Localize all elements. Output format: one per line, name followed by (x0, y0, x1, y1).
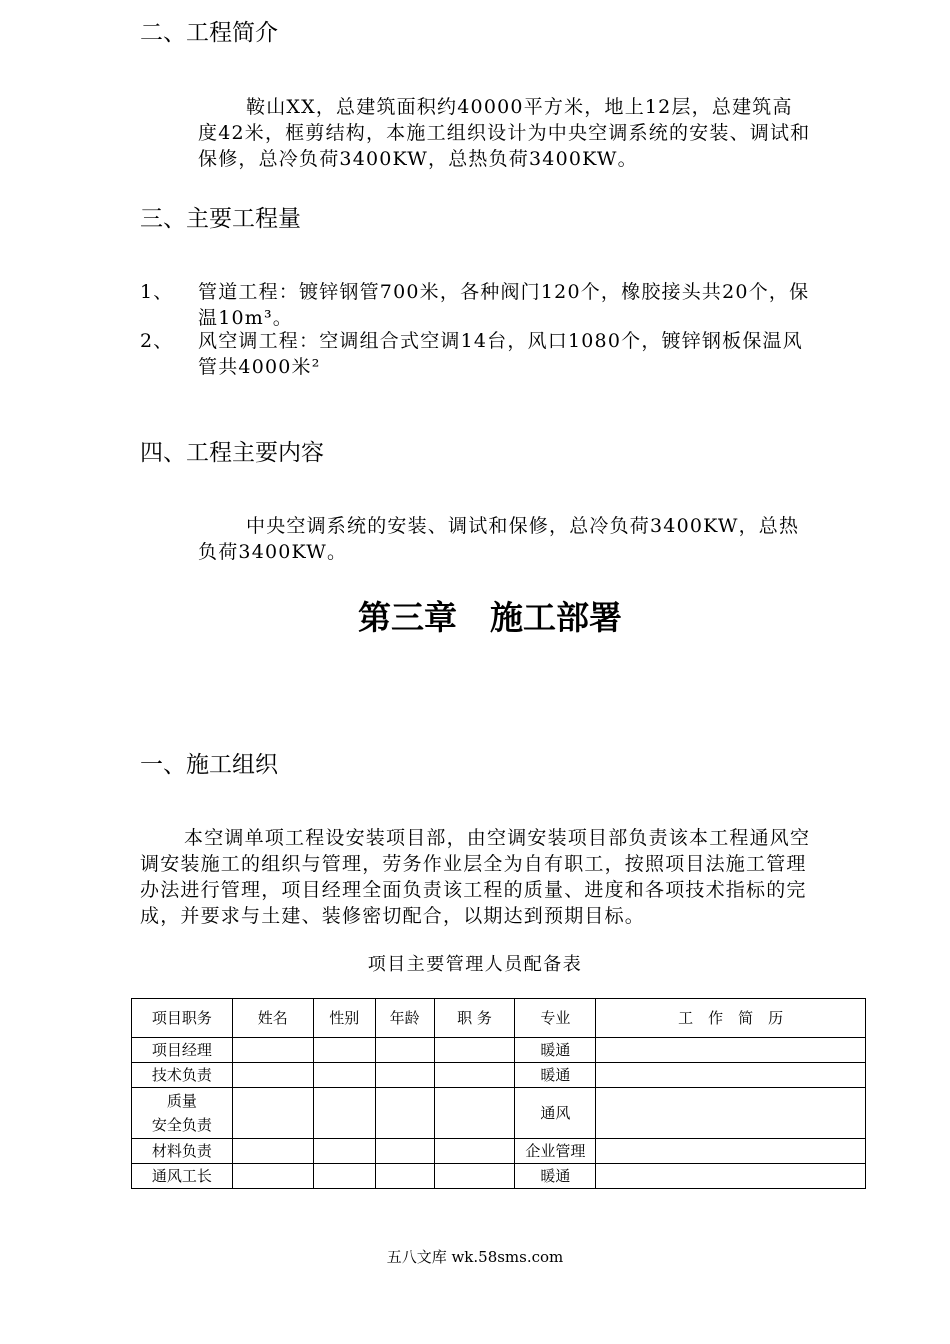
section-heading-project-intro: 二、工程简介 (140, 20, 278, 46)
cell-major: 通风 (515, 1088, 596, 1139)
cell-gender (313, 1088, 375, 1139)
cell-gender (313, 1063, 375, 1088)
list-item-text: 管道工程：镀锌钢管700米，各种阀门120个，橡胶接头共20个，保温10m³。 (198, 281, 810, 329)
cell-gender (313, 1139, 375, 1164)
cell-position-line2: 安全负责 (151, 1116, 212, 1134)
cell-age (375, 1063, 434, 1088)
main-content-paragraph: 中央空调系统的安装、调试和保修，总冷负荷3400KW，总热负荷3400KW。 (198, 515, 800, 563)
cell-position: 项目经理 (132, 1038, 233, 1063)
cell-name (232, 1038, 313, 1063)
cell-age (375, 1164, 434, 1189)
list-item-number: 1、 (140, 281, 174, 303)
table-caption: 项目主要管理人员配备表 (367, 954, 583, 975)
table-row (132, 1139, 866, 1164)
cell-position (132, 1088, 233, 1139)
header-major: 专业 (515, 999, 596, 1038)
table-row (132, 1088, 866, 1139)
staff-table (131, 998, 866, 1189)
table-header-row (132, 999, 866, 1038)
cell-name (232, 1164, 313, 1189)
header-position: 项目职务 (132, 999, 233, 1038)
cell-title (434, 1063, 515, 1088)
header-work-history: 工 作 简 历 (596, 999, 866, 1038)
cell-work-history (596, 1038, 866, 1063)
cell-major: 企业管理 (515, 1139, 596, 1164)
table-row (132, 1164, 866, 1189)
cell-major: 暖通 (515, 1063, 596, 1088)
list-item-number: 2、 (140, 330, 174, 352)
cell-title (434, 1088, 515, 1139)
project-intro-paragraph: 鞍山XX，总建筑面积约40000平方米，地上12层，总建筑高度42米，框剪结构，本施工组织设计为中央空调系统的安装、调试和保修，总冷负荷3400KW，总热负荷3400KW。 (198, 96, 811, 170)
cell-age (375, 1088, 434, 1139)
cell-gender (313, 1038, 375, 1063)
table-row (132, 1063, 866, 1088)
cell-position: 材料负责 (132, 1139, 233, 1164)
table-row (132, 1038, 866, 1063)
cell-major: 暖通 (515, 1038, 596, 1063)
cell-age (375, 1139, 434, 1164)
section-heading-main-content: 四、工程主要内容 (140, 440, 324, 466)
cell-name (232, 1088, 313, 1139)
cell-name (232, 1139, 313, 1164)
header-title: 职 务 (434, 999, 515, 1038)
cell-work-history (596, 1139, 866, 1164)
header-name: 姓名 (232, 999, 313, 1038)
cell-name (232, 1063, 313, 1088)
cell-work-history (596, 1063, 866, 1088)
cell-gender (313, 1164, 375, 1189)
header-age: 年龄 (375, 999, 434, 1038)
section-heading-main-quantities: 三、主要工程量 (140, 206, 301, 232)
cell-title (434, 1038, 515, 1063)
header-gender: 性别 (313, 999, 375, 1038)
cell-work-history (596, 1164, 866, 1189)
section-heading-construction-org: 一、施工组织 (140, 752, 278, 778)
cell-position: 技术负责 (132, 1063, 233, 1088)
cell-title (434, 1139, 515, 1164)
cell-work-history (596, 1088, 866, 1139)
page-footer: 五八文库 wk.58sms.com (386, 1248, 564, 1266)
cell-age (375, 1038, 434, 1063)
construction-org-paragraph: 本空调单项工程设安装项目部，由空调安装项目部负责该本工程通风空调安装施工的组织与管理，劳务作业层全为自有职工，按照项目法施工管理办法进行管理，项目经理全面负责该工程的质量、进度和各项技术指标的完成，并要求与土建、装修密切配合，以期达到预期目标。 (140, 827, 811, 927)
cell-position: 通风工长 (132, 1164, 233, 1189)
chapter-title: 第三章 施工部署 (358, 598, 622, 637)
list-item-text: 风空调工程：空调组合式空调14台，风口1080个，镀锌钢板保温风管共4000米² (198, 330, 803, 378)
cell-position-line1: 质量 (166, 1092, 197, 1110)
cell-title (434, 1164, 515, 1189)
cell-major: 暖通 (515, 1164, 596, 1189)
